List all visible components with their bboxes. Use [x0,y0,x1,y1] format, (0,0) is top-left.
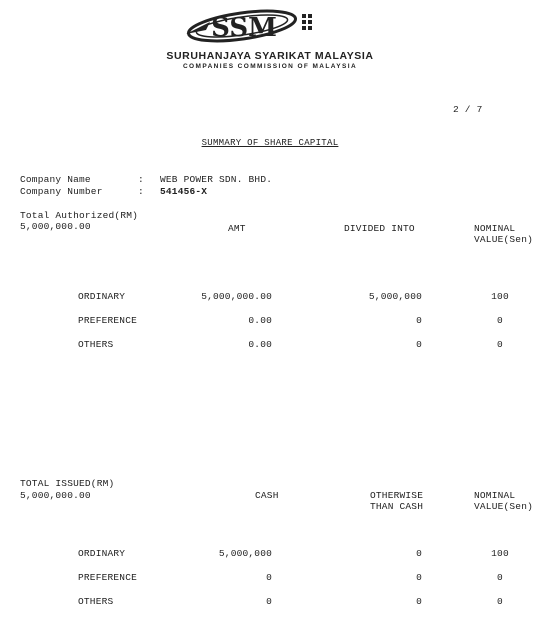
issued-row-nominal: 100 [491,548,509,559]
auth-row-nominal: 0 [497,315,503,326]
issued-row-otherwise: 0 [416,548,422,559]
issued-row-nominal: 0 [497,596,503,607]
company-number-label: Company Number [20,186,103,197]
issued-col-otherwise-1: OTHERWISE [370,490,424,501]
issued-total: 5,000,000.00 [20,490,91,501]
issued-row-nominal: 0 [497,572,503,583]
issued-row-cash: 0 [266,572,272,583]
issued-row-type: PREFERENCE [78,572,138,583]
issued-row-cash: 0 [266,596,272,607]
issued-row-otherwise: 0 [416,596,422,607]
company-name-sep: : [138,174,144,185]
auth-row-amt: 0.00 [248,339,272,350]
authorized-col-nominal-2: VALUE(Sen) [474,234,534,245]
issued-col-otherwise-2: THAN CASH [370,501,424,512]
org-name-en: COMPANIES COMMISSION OF MALAYSIA [182,63,358,70]
auth-row-type: PREFERENCE [78,315,138,326]
auth-row-type: ORDINARY [78,291,126,302]
company-name-label: Company Name [20,174,91,185]
issued-col-cash: CASH [255,490,279,501]
auth-row-amt: 0.00 [248,315,272,326]
authorized-label: Total Authorized(RM) [20,210,139,221]
document-title: SUMMARY OF SHARE CAPITAL [201,138,339,148]
authorized-col-divided: DIVIDED INTO [344,223,415,234]
issued-row-type: ORDINARY [78,548,126,559]
authorized-total: 5,000,000.00 [20,221,91,232]
page-number: 2 / 7 [453,104,483,115]
auth-row-divided: 5,000,000 [368,291,422,302]
issued-row-type: OTHERS [78,596,114,607]
authorized-col-amt: AMT [228,223,246,234]
company-number-value: 541456-X [160,186,208,197]
company-number-sep: : [138,186,144,197]
issued-col-nominal-2: VALUE(Sen) [474,501,534,512]
auth-row-type: OTHERS [78,339,114,350]
auth-row-amt: 5,000,000.00 [201,291,272,302]
issued-row-cash: 5,000,000 [218,548,272,559]
issued-label: TOTAL ISSUED(RM) [20,478,115,489]
auth-row-divided: 0 [416,315,422,326]
issued-row-otherwise: 0 [416,572,422,583]
org-name: SURUHANJAYA SYARIKAT MALAYSIA [166,50,374,62]
authorized-col-nominal-1: NOMINAL [474,223,516,234]
company-name-value: WEB POWER SDN. BHD. [160,174,273,185]
ssm-logo [180,4,320,48]
auth-row-nominal: 0 [497,339,503,350]
auth-row-divided: 0 [416,339,422,350]
issued-col-nominal-1: NOMINAL [474,490,516,501]
auth-row-nominal: 100 [491,291,509,302]
svg-text:SSM: SSM [211,13,277,43]
